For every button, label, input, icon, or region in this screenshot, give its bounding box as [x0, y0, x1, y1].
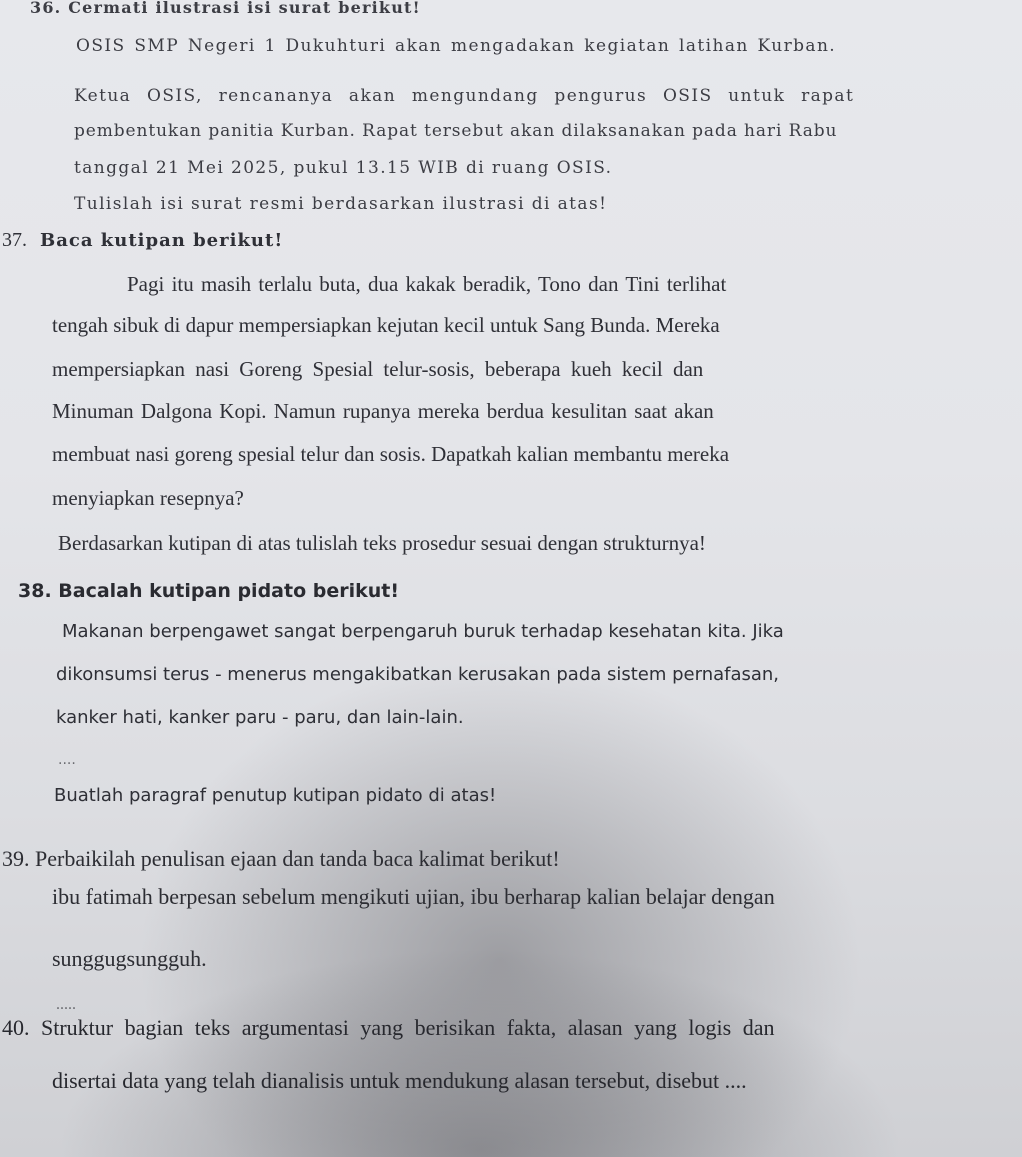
question-38-line-1: Makanan berpengawet sangat berpengaruh buruk terhadap kesehatan kita. Jika — [62, 621, 784, 642]
question-39-ellipsis: ..... — [56, 996, 76, 1013]
question-37-line-5: membuat nasi goreng spesial telur dan sosis. Dapatkah kalian membantu mereka — [52, 442, 730, 466]
question-38-heading: 38. Bacalah kutipan pidato berikut! — [18, 580, 400, 602]
question-40-line-1: 40. Struktur bagian teks argumentasi yang berisikan fakta, alasan yang logis dan — [2, 1015, 775, 1040]
question-38-line-2: dikonsumsi terus - menerus mengakibatkan kerusakan pada sistem pernafasan, — [56, 664, 780, 685]
question-40-line-2: disertai data yang telah dianalisis untuk mendukung alasan tersebut, disebut .... — [52, 1068, 747, 1093]
question-37-number: 37. — [2, 229, 27, 251]
question-39-heading: 39. Perbaikilah penulisan ejaan dan tanda baca kalimat berikut! — [2, 846, 560, 871]
question-39-line-2: sunggugsungguh. — [52, 946, 207, 971]
question-36-line-4: tanggal 21 Mei 2025, pukul 13.15 WIB di ruang OSIS. — [74, 158, 613, 178]
question-36-line-3: pembentukan panitia Kurban. Rapat tersebut akan dilaksanakan pada hari Rabu — [74, 121, 838, 141]
question-38-instruction: Buatlah paragraf penutup kutipan pidato di atas! — [54, 785, 497, 806]
question-37-line-4: Minuman Dalgona Kopi. Namun rupanya mereka berdua kesulitan saat akan — [52, 399, 714, 423]
question-37-line-6: menyiapkan resepnya? — [52, 486, 244, 510]
question-38-ellipsis: .... — [58, 752, 76, 768]
question-37-line-3: mempersiapkan nasi Goreng Spesial telur-sosis, beberapa kueh kecil dan — [52, 357, 704, 381]
question-37-instruction: Berdasarkan kutipan di atas tulislah teks prosedur sesuai dengan strukturnya! — [58, 531, 706, 555]
question-36-line-1: OSIS SMP Negeri 1 Dukuhturi akan mengadakan kegiatan latihan Kurban. — [76, 36, 837, 56]
question-37-line-2: tengah sibuk di dapur mempersiapkan kejutan kecil untuk Sang Bunda. Mereka — [52, 313, 720, 337]
question-37-title: Baca kutipan berikut! — [40, 230, 284, 251]
question-36-line-2: Ketua OSIS, rencananya akan mengundang pengurus OSIS untuk rapat — [74, 86, 855, 106]
question-36-heading: 36. Cermati ilustrasi isi surat berikut! — [30, 0, 421, 17]
question-38-line-3: kanker hati, kanker paru - paru, dan lain-lain. — [56, 707, 464, 728]
question-36-instruction: Tulislah isi surat resmi berdasarkan ilustrasi di atas! — [74, 194, 608, 214]
question-39-line-1: ibu fatimah berpesan sebelum mengikuti ujian, ibu berharap kalian belajar dengan — [52, 884, 775, 909]
question-37-line-1: Pagi itu masih terlalu buta, dua kakak beradik, Tono dan Tini terlihat — [127, 272, 727, 296]
